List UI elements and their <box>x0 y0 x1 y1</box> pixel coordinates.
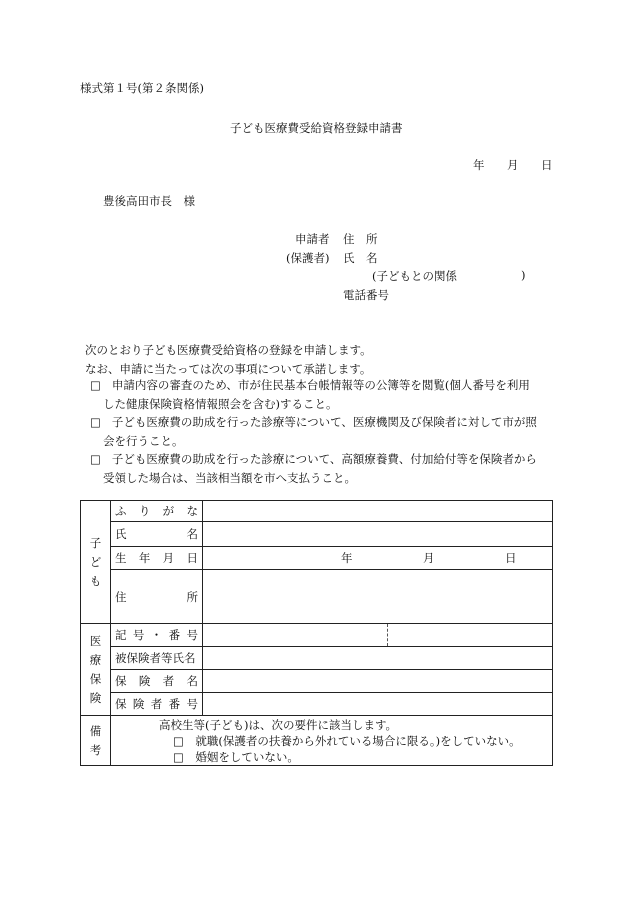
applicant-label: 申請者 <box>295 232 330 246</box>
child-address-field[interactable] <box>203 570 553 624</box>
symbol-number-divider <box>387 624 388 646</box>
consent-text: 申請内容の審査のため、市が住民基本台帳情報等の公簿等を閲覧(個人番号を利用 <box>111 378 530 392</box>
furigana-label: ふ り が な <box>111 501 203 522</box>
consent-text: 子ども医療費の助成を行った診療について、高額療養費、付加給付等を保険者から <box>111 452 537 466</box>
statement <box>85 341 565 378</box>
addressee: 豊後高田市長 様 <box>103 194 195 208</box>
child-name-field[interactable] <box>203 522 553 547</box>
name-label: 氏 名 <box>111 522 203 547</box>
insurer-number-label: 保 険 者 番 号 <box>111 693 203 716</box>
applicant-name-label: 氏 名 <box>343 251 378 265</box>
phone-label: 電話番号 <box>343 288 389 302</box>
date-month-label: 月 <box>507 158 519 172</box>
consent-item <box>90 450 570 469</box>
guardian-label: (保護者) <box>286 251 330 265</box>
consent-item <box>90 413 570 432</box>
page-title: 子ども医療費受給資格登録申請書 <box>230 121 403 135</box>
remarks-item-employment[interactable]: □ 就職(保護者の扶養から外れている場合に限る。)をしていない。 <box>173 733 521 748</box>
remarks-content <box>111 716 553 766</box>
checkbox-icon[interactable]: □ <box>90 452 101 466</box>
consent-list <box>90 376 570 487</box>
form-number: 様式第１号(第２条関係) <box>80 81 204 95</box>
checkbox-icon[interactable]: □ <box>90 415 101 429</box>
child-group-label: 子 ど も <box>81 501 111 624</box>
checkbox-icon[interactable]: □ <box>90 378 101 392</box>
consent-text-cont: した健康保険資格情報照会を含む)すること。 <box>103 396 338 411</box>
birthdate-field[interactable] <box>203 547 553 570</box>
consent-text: 子ども医療費の助成を行った診療等について、医療機関及び保険者に対して市が照 <box>111 415 537 429</box>
consent-text-cont: 会を行うこと。 <box>103 433 184 448</box>
birthdate-label: 生 年 月 日 <box>111 547 203 570</box>
child-address-label: 住 所 <box>111 570 203 624</box>
date-year-label: 年 <box>473 158 485 172</box>
consent-text-cont: 受領した場合は、当該相当額を市へ支払うこと。 <box>103 470 356 485</box>
furigana-field[interactable] <box>203 501 553 522</box>
insurer-name-label: 保 険 者 名 <box>111 670 203 693</box>
consent-item <box>90 376 570 395</box>
remarks-item-marriage[interactable]: □ 婚姻をしていない。 <box>173 749 299 764</box>
insurer-number-field[interactable] <box>203 693 553 716</box>
applicant-address-label: 住 所 <box>343 232 378 246</box>
insurer-name-field[interactable] <box>203 670 553 693</box>
statement-line: なお、申請に当たっては次の事項について承諾します。 <box>85 361 372 376</box>
birth-day-label: 日 <box>505 551 517 565</box>
birth-year-label: 年 <box>341 551 353 565</box>
remarks-line: 高校生等(子ども)は、次の要件に該当します。 <box>159 717 398 732</box>
relation-label: (子どもとの関係 <box>372 269 457 283</box>
insured-name-label: 被保険者等氏名 <box>111 647 203 670</box>
registration-table <box>80 500 553 766</box>
birth-month-label: 月 <box>423 551 435 565</box>
insured-name-field[interactable] <box>203 647 553 670</box>
date-day-label: 日 <box>541 158 553 172</box>
remarks-label: 備 考 <box>81 716 111 766</box>
symbol-number-field[interactable] <box>203 624 553 647</box>
relation-close: ) <box>521 268 526 282</box>
insurance-group-label: 医 療 保 険 <box>81 624 111 716</box>
statement-line: 次のとおり子ども医療費受給資格の登録を申請します。 <box>85 343 372 357</box>
symbol-number-label: 記 号 ・ 番 号 <box>111 624 203 647</box>
